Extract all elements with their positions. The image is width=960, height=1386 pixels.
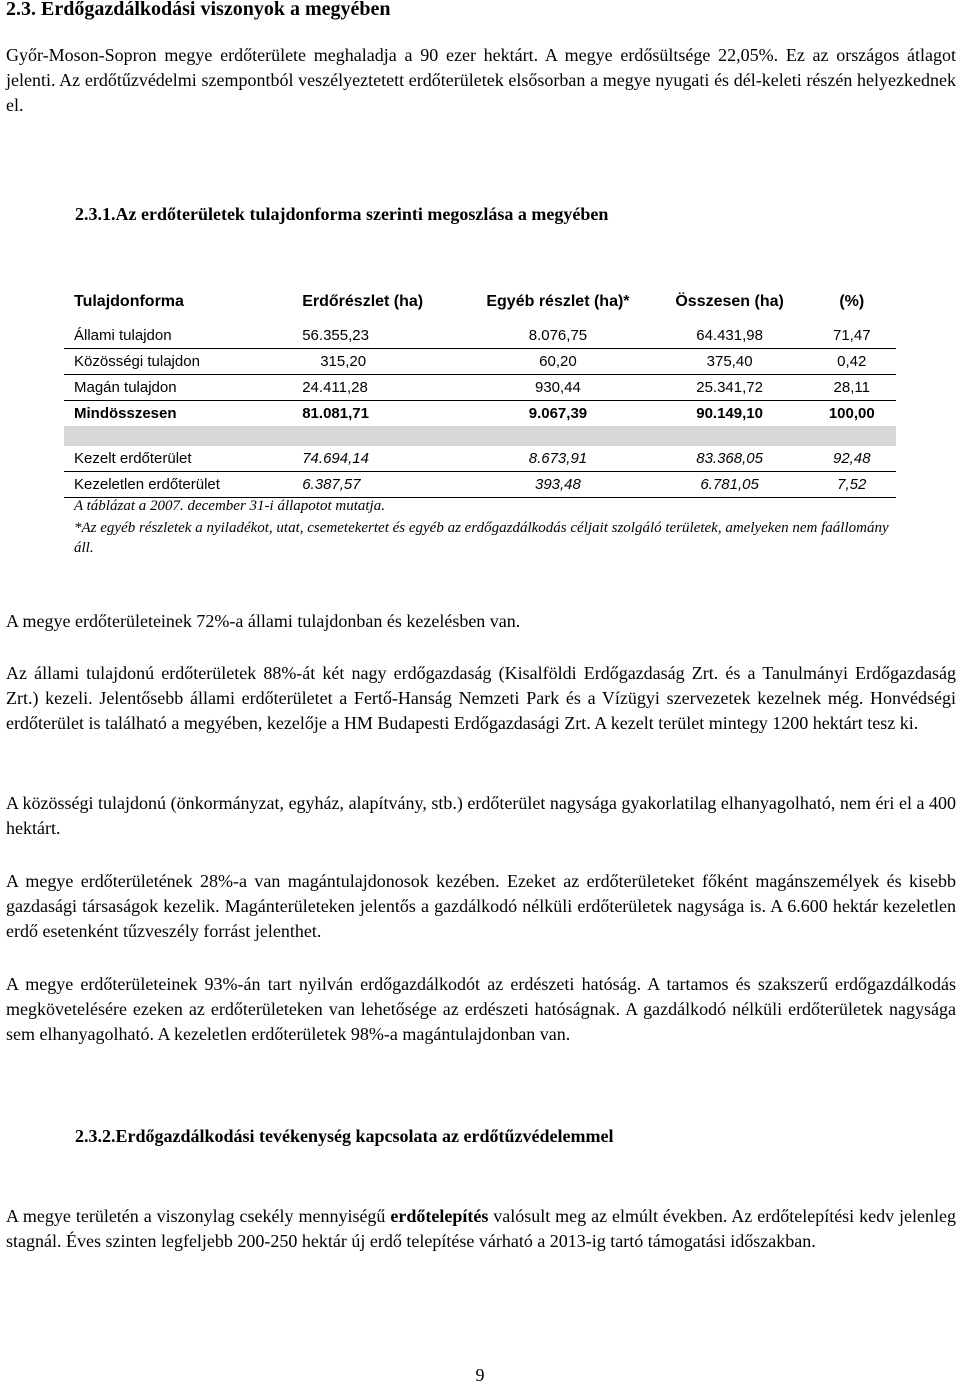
table-row bbox=[64, 375, 896, 401]
paragraph-afforestation bbox=[6, 1204, 956, 1254]
table-header: Erdőrészlet (ha) bbox=[302, 293, 424, 310]
section-title: 2.3. Erdőgazdálkodási viszonyok a megyében bbox=[6, 0, 391, 20]
afforestation-bold-term: erdőtelepítés bbox=[390, 1206, 489, 1226]
paragraph-community: A közösségi tulajdonú (önkormányzat, egyház, alapítvány, stb.) erdőterület nagysága gyakorlatilag elhanyagolható, nem éri el a 400 hektárt. bbox=[6, 793, 956, 838]
table-cell: 90.149,10 bbox=[696, 405, 763, 422]
table-cell: 81.081,71 bbox=[302, 405, 369, 422]
paragraph-private: A megye erdőterületének 28%-a van magántulajdonosok kezében. Ezeket az erdőterületeket főként magánszemélyek és kisebb gazdasági társaságok kezelik. Magánterületeken jelentős a gazdálkodó nélküli erdőterületek nagysága is. A 6.600 hektár kezeletlen erdő esetenként tűzveszély forrást jelenthet. bbox=[6, 871, 956, 941]
table-cell: 56.355,23 bbox=[272, 323, 464, 349]
table-cell: 24.411,28 bbox=[272, 375, 464, 401]
page-number: 9 bbox=[475, 1365, 485, 1385]
table-cell: 8.673,91 bbox=[464, 446, 651, 472]
subsection-1-number: 2.3.1. bbox=[75, 204, 116, 224]
table-cell: 6.781,05 bbox=[652, 472, 808, 498]
table-header: (%) bbox=[839, 293, 865, 310]
ownership-table bbox=[64, 281, 896, 498]
table-cell: Kezeletlen erdőterület bbox=[64, 472, 272, 498]
table-cell: Magán tulajdon bbox=[64, 375, 272, 401]
subsection-2-title: Erdőgazdálkodási tevékenység kapcsolata az erdőtűzvédelemmel bbox=[115, 1126, 614, 1146]
table-cell: 7,52 bbox=[808, 472, 896, 498]
table-note-date: A táblázat a 2007. december 31-i állapotot mutatja. bbox=[74, 498, 385, 514]
table-row bbox=[64, 472, 896, 498]
table-cell: 8.076,75 bbox=[464, 323, 651, 349]
table-cell: Közösségi tulajdon bbox=[64, 349, 272, 375]
paragraph-authority: A megye erdőterületeinek 93%-án tart nyilván erdőgazdálkodót az erdészeti hatóság. A tartamos és szakszerű erdőgazdálkodás megkövetelésére ezeken az erdőterületeken van lehetősége az erdészeti hatóságnak. A gazdálkodó nélküli erdőterületek nagysága sem elhanyagolható. A kezeletlen erdőterületek 98%-a magántulajdonban van. bbox=[6, 974, 956, 1044]
table-header: Egyéb részlet (ha)* bbox=[486, 293, 630, 310]
table-cell: 25.341,72 bbox=[652, 375, 808, 401]
subsection-1-heading bbox=[75, 204, 608, 225]
table-cell: 64.431,98 bbox=[652, 323, 808, 349]
table-header: Tulajdonforma bbox=[74, 293, 184, 310]
table-cell: 930,44 bbox=[464, 375, 651, 401]
subsection-2-heading bbox=[75, 1126, 613, 1147]
table-cell: 74.694,14 bbox=[272, 446, 464, 472]
afforestation-text-after: valósult meg az elmúlt években. Az erdőtelepítési kedv jelenleg stagnál. Éves szinten legfeljebb 200-250 hektár új erdő telepítése várható a 2013-ig tartó támogatási időszakban. bbox=[6, 1206, 956, 1251]
afforestation-text-before: A megye területén a viszonylag csekély mennyiségű bbox=[6, 1206, 391, 1226]
paragraph-state-share: A megye erdőterületeinek 72%-a állami tulajdonban és kezelésben van. bbox=[6, 611, 521, 631]
table-row bbox=[64, 349, 896, 375]
subsection-1-title: Az erdőterületek tulajdonforma szerinti megoszlása a megyében bbox=[115, 204, 609, 224]
table-cell: Mindösszesen bbox=[74, 405, 177, 422]
paragraph-state-managers: Az állami tulajdonú erdőterületek 88%-át két nagy erdőgazdaság (Kisalföldi Erdőgazdaság Zrt. és a Tanulmányi Erdőgazdaság Zrt.) kezeli. Jelentősebb állami erdőterületet a Fertő-Hanság Nemzeti Park és a Vízügyi szervezetek kezelnek még. Honvédségi erdőterület is található a megyében, kezelője a HM Budapesti Erdőgazdasági Zrt. A kezelt terület mintegy 1200 hektárt tesz ki. bbox=[6, 663, 956, 733]
table-cell: 315,20 bbox=[272, 349, 464, 375]
table-cell: 375,40 bbox=[652, 349, 808, 375]
table-cell: 0,42 bbox=[808, 349, 896, 375]
table-cell: 393,48 bbox=[464, 472, 651, 498]
table-row bbox=[64, 323, 896, 349]
table-cell: 28,11 bbox=[808, 375, 896, 401]
table-separator-row bbox=[64, 426, 896, 446]
table-note-footnote: *Az egyéb részletek a nyiladékot, utat, csemetekertet és egyéb az erdőgazdálkodás céljait szolgáló területek, amelyeken nem faállomány áll. bbox=[74, 520, 889, 556]
table-cell: 100,00 bbox=[828, 405, 875, 422]
table-cell: 9.067,39 bbox=[528, 405, 588, 422]
table-header-row bbox=[64, 281, 896, 323]
table-cell: Állami tulajdon bbox=[64, 323, 272, 349]
table-cell: 83.368,05 bbox=[652, 446, 808, 472]
subsection-2-number: 2.3.2. bbox=[75, 1126, 116, 1146]
table-total-row bbox=[64, 401, 896, 427]
table-cell: Kezelt erdőterület bbox=[64, 446, 272, 472]
intro-paragraph: Győr-Moson-Sopron megye erdőterülete meghaladja a 90 ezer hektárt. A megye erdősültsége 22,05%. Ez az országos átlagot jelenti. Az erdőtűzvédelmi szempontból veszélyeztetett erdőterületek elsősorban a megye nyugati és dél-keleti részén helyezkednek el. bbox=[6, 45, 956, 115]
table-cell: 6.387,57 bbox=[272, 472, 464, 498]
table-cell: 60,20 bbox=[464, 349, 651, 375]
table-cell: 92,48 bbox=[808, 446, 896, 472]
table-cell: 71,47 bbox=[808, 323, 896, 349]
table-row bbox=[64, 446, 896, 472]
table-header: Összesen (ha) bbox=[675, 293, 784, 310]
